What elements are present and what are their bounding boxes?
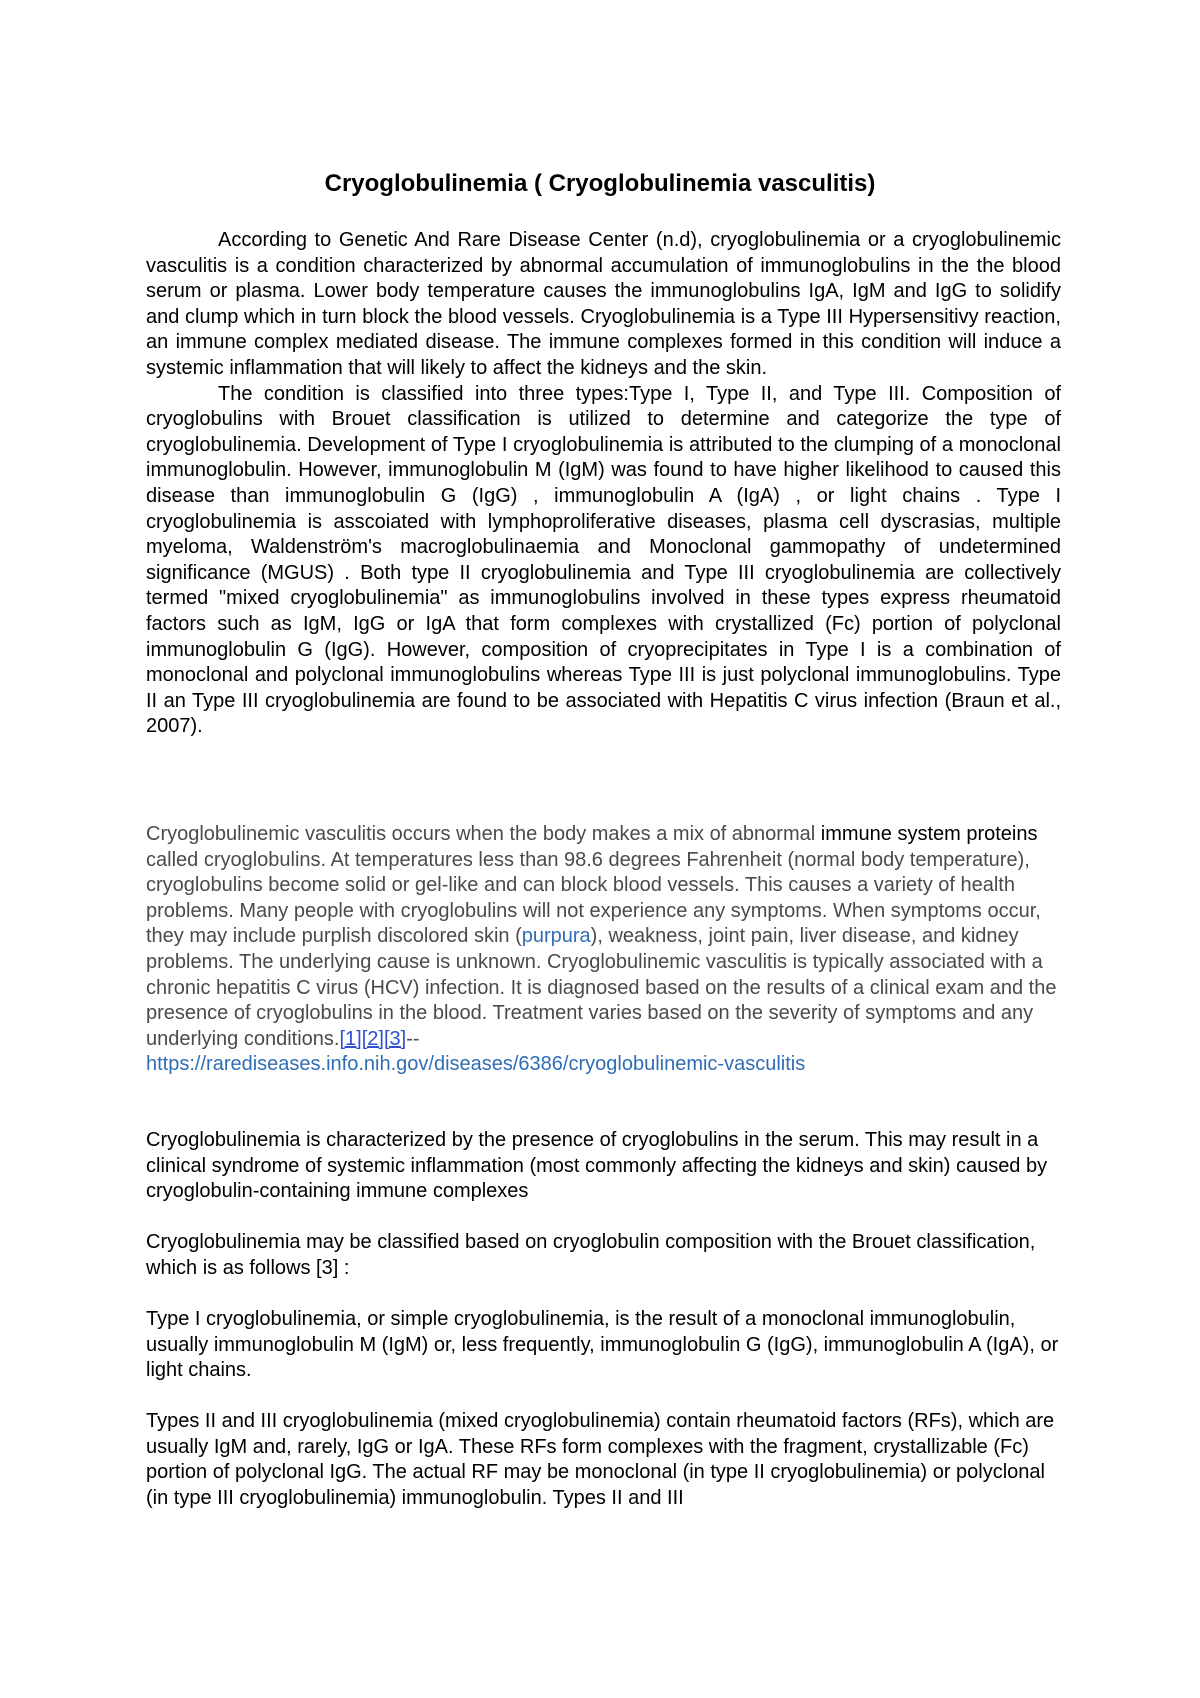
paragraph-types-ii-iii: Types II and III cryoglobulinemia (mixed cryoglobulinemia) contain rheumatoid factors (RFs), which are usually IgM and, rarely, IgG or IgA. These RFs form complexes with the fragment, crystallizable (Fc) portion of polyclonal IgG. The actual RF may be monoclonal (in type II cryoglobulinemia) or polyclonal (in type III cryoglobulinemia) immunoglobulin. Types II and III xyxy=(146,1410,1055,1509)
quote-text-d: ), weakness, joint pain, liver disease, and kidney problems. The underlying cause is unknown. Cryoglobulinemic vasculitis is typically associated with a chronic hepatitis C virus (HCV) infection. It is diagnosed based on the results of a clinical exam and the presence of cryoglobulins in the blood. Treatment varies based on the severity of symptoms and any underlying conditions. xyxy=(146,925,1057,1050)
quote-text-b: immune system proteins xyxy=(820,823,1038,845)
paragraph-characterized: Cryoglobulinemia is characterized by the presence of cryoglobulins in the serum. This may result in a clinical syndrome of systemic inflammation (most commonly affecting the kidneys and skin) caused by cryoglobulin-containing immune complexes xyxy=(146,1129,1048,1203)
purpura-link[interactable]: purpura xyxy=(521,925,591,948)
paragraph-overview: According to Genetic And Rare Disease Center (n.d), cryoglobulinemia or a cryoglobulinemic vasculitis is a condition characterized by abnormal accumulation of immunoglobulins in the the blood serum or plasma. Lower body temperature causes the immunoglobulins IgA, IgM and IgG to solidify and clump which in turn block the blood vessels. Cryoglobulinemia is a Type III Hypersensitivy reaction, an immune complex mediated disease. The immune complexes formed in this condition will induce a systemic inflammation that will likely to affect the kidneys and the skin. xyxy=(146,229,1061,379)
source-url-link[interactable]: https://rarediseases.info.nih.gov/diseases/6386/cryoglobulinemic-vasculitis xyxy=(146,1053,806,1076)
paragraph-brouet: Cryoglobulinemia may be classified based on cryoglobulin composition with the Brouet classification, which is as follows [3] : xyxy=(146,1231,1036,1279)
paragraph-type-i: Type I cryoglobulinemia, or simple cryoglobulinemia, is the result of a monoclonal immunoglobulin, usually immunoglobulin M (IgM) or, less frequently, immunoglobulin G (IgG), immunoglobulin A (IgA), or light chains. xyxy=(146,1308,1059,1382)
quote-text-c: called cryoglobulins. At temperatures less than 98.6 degrees Fahrenheit (normal body temperature), cryoglobulins become solid or gel-like and can block blood vessels. This causes a variety of health problems. Many people with cryoglobulins will not experience any symptoms. When symptoms occur, they may include purplish discolored skin ( xyxy=(146,848,1041,948)
reference-links[interactable]: [1][2][3] xyxy=(339,1027,407,1050)
quote-dashes: -- xyxy=(406,1027,420,1050)
section-own-summary xyxy=(146,228,1061,740)
section-quoted-nih xyxy=(146,822,1061,1078)
quote-text-a: Cryoglobulinemic vasculitis occurs when the body makes a mix of abnormal xyxy=(146,823,821,845)
paragraph-classification: The condition is classified into three types:Type I, Type II, and Type III. Composition of cryoglobulins with Brouet classification is utilized to determine and categorize the type of cryoglobulinemia. Development of Type I cryoglobulinemia is attributed to the clumping of a monoclonal immunoglobulin. However, immunoglobulin M (IgM) was found to have higher likelihood to caused this disease than immunoglobulin G (IgG) , immunoglobulin A (IgA) , or light chains . Type I cryoglobulinemia is asscoiated with lymphoproliferative diseases, plasma cell dyscrasias, multiple myeloma, Waldenström's macroglobulinaemia and Monoclonal gammopathy of undetermined significance (MGUS) . Both type II cryoglobulinemia and Type III cryoglobulinemia are collectively termed "mixed cryoglobulinemia" as immunoglobulins involved in these types express rheumatoid factors such as IgM, IgG or IgA that form complexes with crystallized (Fc) portion of polyclonal immunoglobulin G (IgG). However, composition of cryoprecipitates in Type I is a combination of monoclonal and polyclonal immunoglobulins whereas Type III is just polyclonal immunoglobulins. Type II an Type III cryoglobulinemia are found to be associated with Hepatitis C virus infection (Braun et al., 2007). xyxy=(146,382,1061,738)
paragraph-nih-quote xyxy=(146,822,1061,1078)
document-title: Cryoglobulinemia ( Cryoglobulinemia vasculitis) xyxy=(324,170,876,197)
